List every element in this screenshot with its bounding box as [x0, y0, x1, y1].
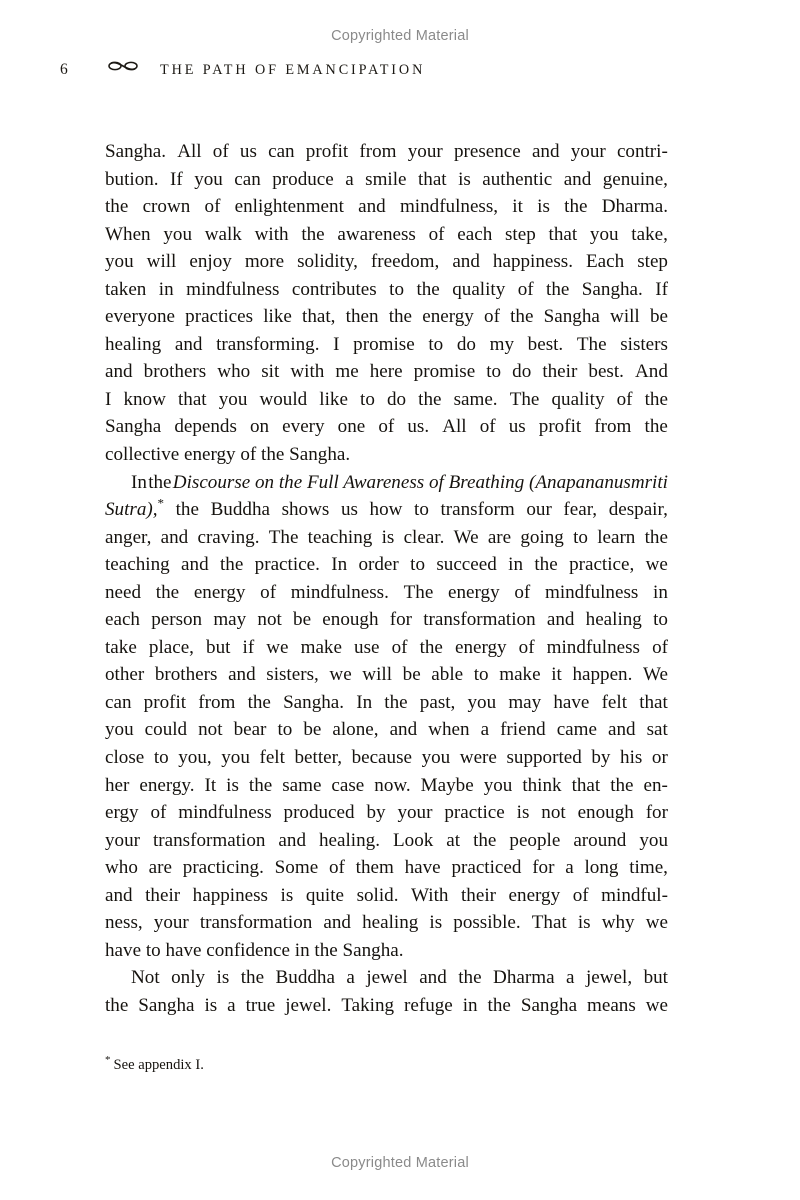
text-line: everyone practices like that, then the energy of the Sangha will be [105, 306, 668, 328]
text-line: Sutra),* the Buddha shows us how to transform our fear, despair, [105, 495, 668, 521]
paragraph-1 [105, 138, 668, 469]
text-line: your transformation and healing. Look at the people around you [105, 829, 668, 851]
text-line: collective energy of the Sangha. [105, 444, 351, 466]
text-line: you will enjoy more solidity, freedom, and happiness. Each step [105, 251, 668, 273]
text-line: I know that you would like to do the same. The quality of the [105, 388, 668, 410]
text-line: have to have confidence in the Sangha. [105, 939, 404, 961]
text-line: the crown of enlightenment and mindfulness, it is the Dharma. [105, 196, 668, 218]
footnote-marker: * [157, 495, 165, 511]
text-line: need the energy of mindfulness. The energy of mindfulness in [105, 581, 668, 603]
text-line: healing and transforming. I promise to do my best. The sisters [105, 333, 668, 355]
text-line: ergy of mindfulness produced by your practice is not enough for [105, 802, 668, 824]
fleuron-ornament-icon [106, 59, 160, 73]
text-line: Sangha depends on every one of us. All of us profit from the [105, 416, 668, 438]
text-line: and their happiness is quite solid. With their energy of mindful- [105, 884, 668, 906]
text-line: Not only is the Buddha a jewel and the Dharma a jewel, but [131, 967, 668, 989]
paragraph-3 [105, 964, 668, 1019]
copyrighted-material-watermark-bottom: Copyrighted Material [331, 1155, 469, 1171]
text-line: ness, your transformation and healing is possible. That is why we [105, 912, 668, 934]
cited-title-italic: Sutra), [105, 499, 158, 521]
text-line: her energy. It is the same case now. Maybe you think that the en- [105, 774, 668, 796]
text-line: other brothers and sisters, we will be able to make it happen. We [105, 664, 668, 686]
text-line: take place, but if we make use of the energy of mindfulness of [105, 636, 668, 658]
text-line: you could not bear to be alone, and when a friend came and sat [105, 719, 668, 741]
footnote-marker-icon: * [105, 1054, 111, 1067]
running-head [60, 60, 680, 82]
text-line: close to you, you felt better, because you were supported by his or [105, 747, 668, 769]
body-text-block [105, 138, 668, 1020]
copyrighted-material-watermark-top: Copyrighted Material [331, 28, 469, 44]
text-line: and brothers who sit with me here promise to do their best. And [105, 361, 668, 383]
paragraph-2 [105, 469, 668, 965]
text-line: teaching and the practice. In order to succeed in the practice, we [105, 554, 668, 576]
text-line: anger, and craving. The teaching is clear. We are going to learn the [105, 526, 668, 548]
text-line: who are practicing. Some of them have practiced for a long time, [105, 857, 668, 879]
text-line: each person may not be enough for transformation and healing to [105, 609, 668, 631]
text-line: can profit from the Sangha. In the past, you may have felt that [105, 691, 668, 713]
footnote-text: See appendix I. [113, 1057, 204, 1073]
text-line: the Sangha is a true jewel. Taking refuge in the Sangha means we [105, 994, 668, 1016]
text-line: Sangha. All of us can profit from your presence and your contri- [105, 141, 668, 162]
text-line: In the Discourse on the Full Awareness of Breathing (Anapananusmriti [131, 471, 668, 493]
running-head-title: THE PATH OF EMANCIPATION [160, 62, 426, 78]
text-line: bution. If you can produce a smile that is authentic and genuine, [105, 168, 668, 190]
text-line: When you walk with the awareness of each step that you take, [105, 223, 668, 245]
page-number: 6 [60, 61, 68, 78]
footnote [105, 1055, 668, 1075]
text-line: taken in mindfulness contributes to the quality of the Sangha. If [105, 278, 668, 300]
